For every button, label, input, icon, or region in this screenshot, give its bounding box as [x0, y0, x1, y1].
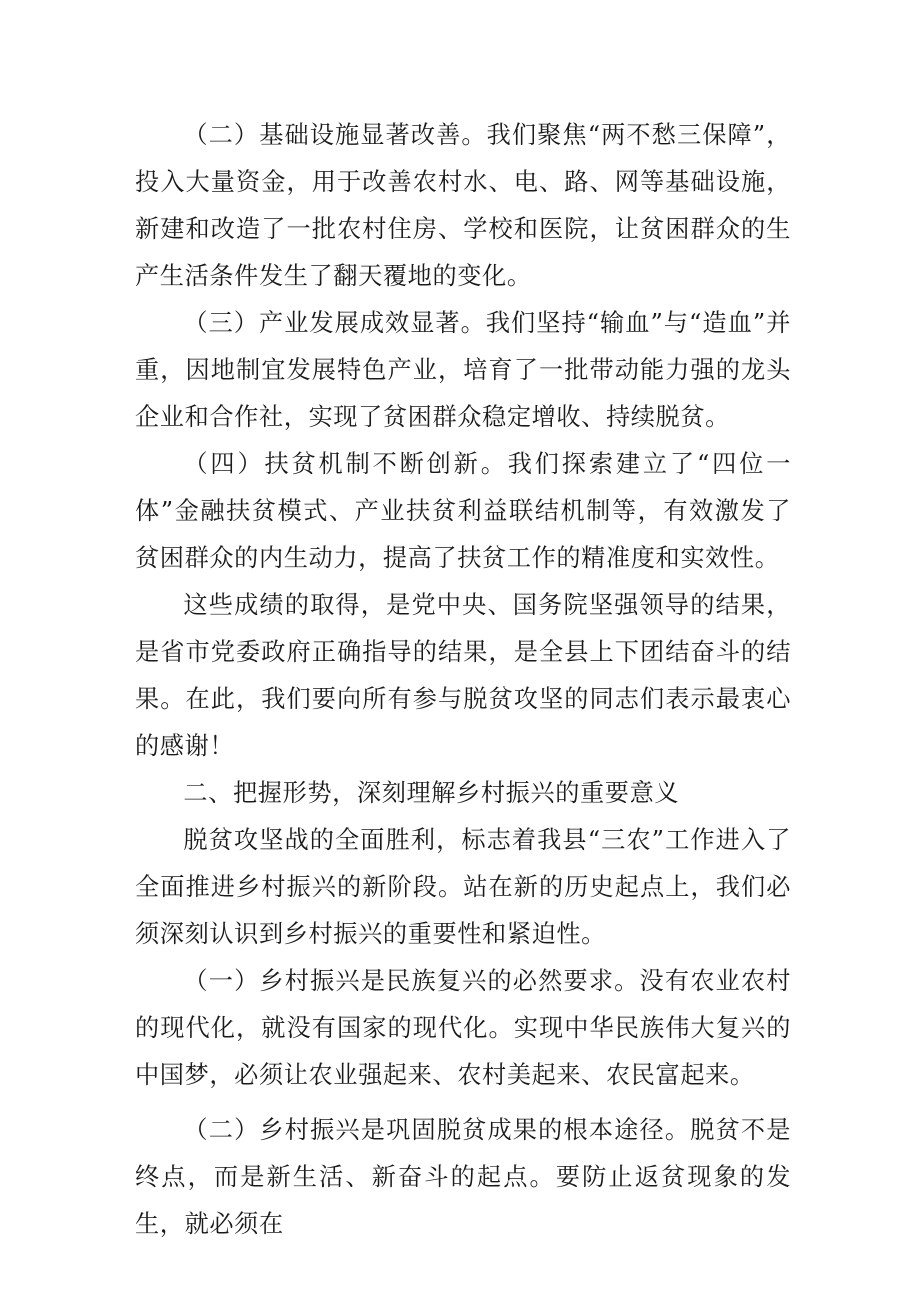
paragraph-consolidate-results: （二）乡村振兴是巩固脱贫成果的根本途径。脱贫不是终点，而是新生活、新奋斗的起点。要防止返贫现象的发生，就必须在 — [135, 1116, 791, 1238]
paragraph-acknowledgement: 这些成绩的取得，是党中央、国务院坚强领导的结果，是省市党委政府正确指导的结果，是全县上下团结奋斗的结果。在此，我们要向所有参与脱贫攻坚的同志们表示最衷心的感谢！ — [135, 591, 791, 760]
paragraph-national-rejuvenation: （一）乡村振兴是民族复兴的必然要求。没有农业农村的现代化，就没有国家的现代化。实现中华民族伟大复兴的中国梦，必须让农业强起来、农村美起来、农民富起来。 — [135, 967, 791, 1089]
paragraph-mechanism: （四）扶贫机制不断创新。我们探索建立了“四位一体”金融扶贫模式、产业扶贫利益联结机制等，有效激发了贫困群众的内生动力，提高了扶贫工作的精准度和实效性。 — [135, 450, 791, 572]
document-body — [135, 112, 791, 1248]
paragraph-new-stage: 脱贫攻坚战的全面胜利，标志着我县“三农”工作进入了全面推进乡村振兴的新阶段。站在新的历史起点上，我们必须深刻认识到乡村振兴的重要性和紧迫性。 — [135, 826, 791, 948]
section-heading-two: 二、把握形势，深刻理解乡村振兴的重要意义 — [183, 779, 680, 807]
paragraph-infrastructure: （二）基础设施显著改善。我们聚焦“两不愁三保障”，投入大量资金，用于改善农村水、电、路、网等基础设施，新建和改造了一批农村住房、学校和医院，让贫困群众的生产生活条件发生了翻天覆地的变化。 — [135, 121, 791, 290]
paragraph-industry: （三）产业发展成效显著。我们坚持“输血”与“造血”并重，因地制宜发展特色产业，培育了一批带动能力强的龙头企业和合作社，实现了贫困群众稳定增收、持续脱贫。 — [135, 309, 791, 431]
